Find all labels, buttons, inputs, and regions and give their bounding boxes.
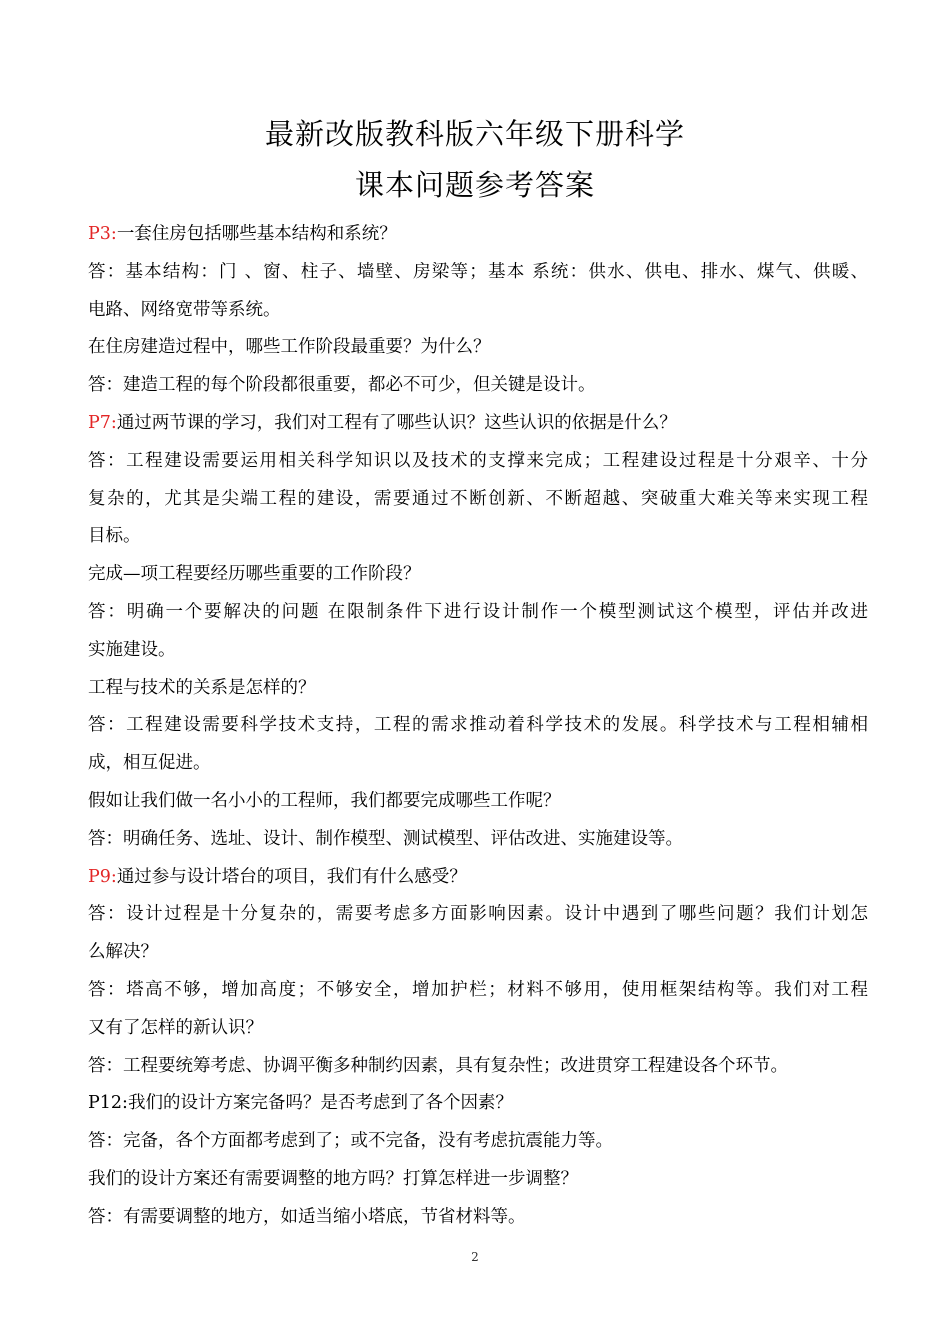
line-text: 我们的设计方案还有需要调整的地方吗？打算怎样进一步调整？ <box>88 1168 578 1189</box>
line-text: 答：明确一个要解决的问题 在限制条件下进行设计制作一个模型测试这个模型，评估并改进 <box>88 601 868 622</box>
text-line <box>88 670 868 708</box>
text-line <box>88 329 868 367</box>
line-text: 工程与技术的关系是怎样的？ <box>88 677 316 698</box>
document-body <box>88 216 868 1237</box>
text-line <box>88 594 868 632</box>
line-text: 实施建设。 <box>88 639 176 660</box>
text-line <box>88 292 868 330</box>
line-text: 又有了怎样的新认识？ <box>88 1017 263 1038</box>
text-line <box>88 481 868 519</box>
line-text: 答：工程要统筹考虑、协调平衡多种制约因素，具有复杂性；改进贯穿工程建设各个环节。 <box>88 1055 788 1076</box>
text-line <box>88 821 868 859</box>
text-line <box>88 556 868 594</box>
line-text: 电路、网络宽带等系统。 <box>88 299 281 320</box>
line-text: 复杂的，尤其是尖端工程的建设，需要通过不断创新、不断超越、突破重大难关等来实现工程 <box>88 488 868 509</box>
text-line <box>88 443 868 481</box>
text-line <box>88 934 868 972</box>
line-text: 完成—项工程要经历哪些重要的工作阶段？ <box>88 564 421 585</box>
text-line <box>88 859 868 897</box>
text-line <box>88 972 868 1010</box>
line-text: 通过参与设计塔台的项目，我们有什么感受？ <box>116 866 467 887</box>
line-text: 目标。 <box>88 526 141 547</box>
page-reference-tag: P9: <box>88 866 117 887</box>
line-text: 答：塔高不够，增加高度；不够安全，增加护栏；材料不够用，使用框架结构等。我们对工程 <box>88 979 868 1000</box>
text-line <box>88 1085 868 1123</box>
text-line <box>88 254 868 292</box>
line-text: 答：建造工程的每个阶段都很重要，都必不可少，但关键是设计。 <box>88 375 596 396</box>
line-text: 通过两节课的学习，我们对工程有了哪些认识？这些认识的依据是什么？ <box>116 412 677 433</box>
text-line <box>88 632 868 670</box>
line-text: 答：明确任务、选址、设计、制作模型、测试模型、评估改进、实施建设等。 <box>88 828 683 849</box>
line-text: 答：有需要调整的地方，如适当缩小塔底，节省材料等。 <box>88 1206 526 1227</box>
text-line <box>88 896 868 934</box>
text-line <box>88 216 868 254</box>
text-line <box>88 518 868 556</box>
line-text: 答：基本结构：门 、窗、柱子、墙壁、房梁等；基本 系统：供水、供电、排水、煤气、供暖、 <box>88 261 868 282</box>
line-text: 么解决？ <box>88 942 158 963</box>
page-number: 2 <box>471 1250 479 1264</box>
document-title: 最新改版教科版六年级下册科学 <box>264 117 685 151</box>
page-reference-tag: P7: <box>88 412 117 433</box>
line-text: 答：工程建设需要科学技术支持，工程的需求推动着科学技术的发展。科学技术与工程相辅相 <box>88 715 868 736</box>
document-subtitle: 课本问题参考答案 <box>354 168 595 202</box>
text-line <box>88 1010 868 1048</box>
line-text: 假如让我们做一名小小的工程师，我们都要完成哪些工作呢？ <box>88 790 561 811</box>
page-reference-tag: P3: <box>88 224 117 244</box>
text-line <box>88 1048 868 1086</box>
text-line <box>88 745 868 783</box>
text-line <box>88 1161 868 1199</box>
text-line <box>88 367 868 405</box>
line-text: 答：工程建设需要运用相关科学知识以及技术的支撑来完成；工程建设过程是十分艰辛、十分 <box>88 450 868 471</box>
line-text: 答：完备，各个方面都考虑到了；或不完备，没有考虑抗震能力等。 <box>88 1131 613 1152</box>
text-line <box>88 405 868 443</box>
line-text: 一套住房包括哪些基本结构和系统？ <box>116 224 397 244</box>
line-text: 在住房建造过程中，哪些工作阶段最重要？为什么？ <box>88 337 491 358</box>
text-line <box>88 1123 868 1161</box>
line-text: 答：设计过程是十分复杂的，需要考虑多方面影响因素。设计中遇到了哪些问题？我们计划怎 <box>88 904 868 925</box>
text-line <box>88 707 868 745</box>
line-text: P12:我们的设计方案完备吗？是否考虑到了各个因素？ <box>88 1093 513 1114</box>
line-text: 成，相互促进。 <box>88 753 211 774</box>
text-line <box>88 1199 868 1237</box>
text-line <box>88 783 868 821</box>
